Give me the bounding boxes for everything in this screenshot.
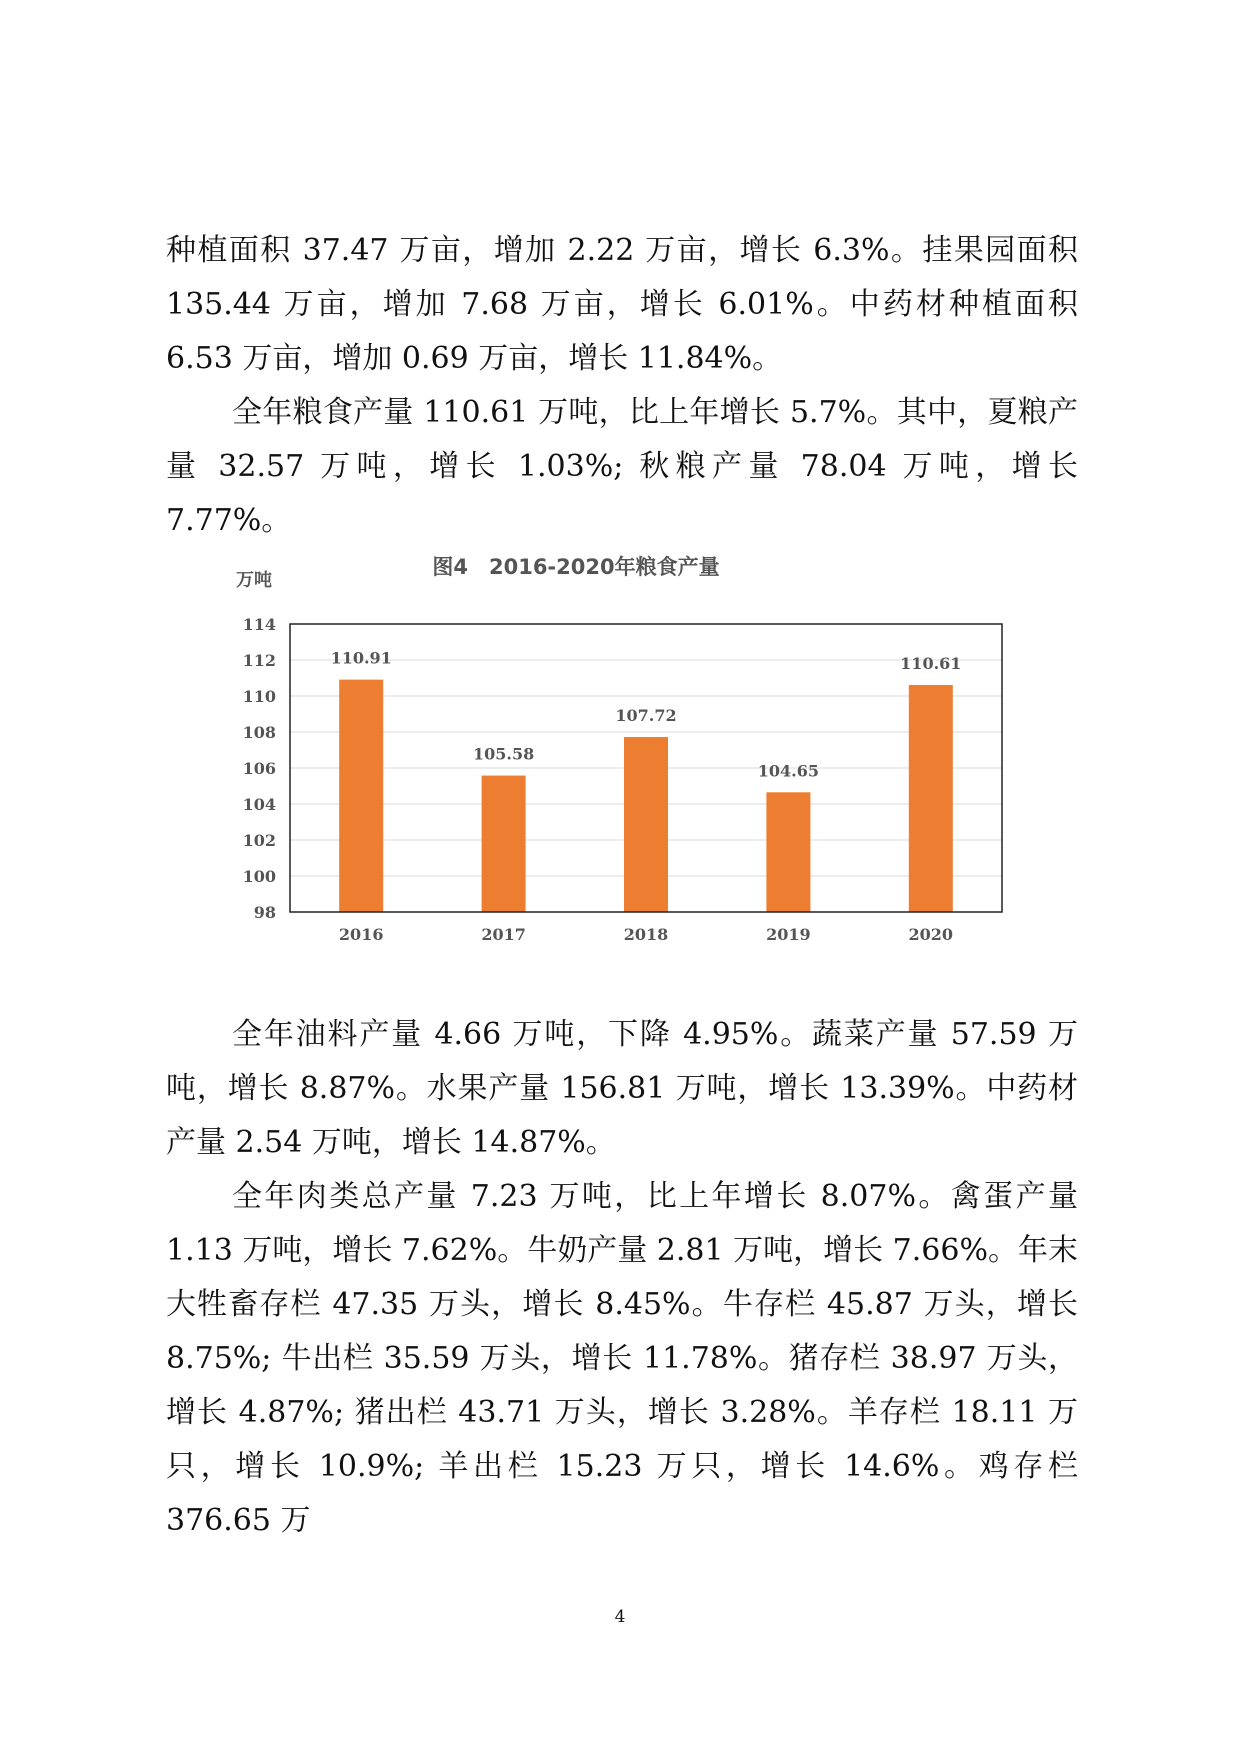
y-tick-label: 114	[242, 615, 276, 634]
x-tick-label: 2019	[766, 925, 811, 944]
chart-title: 图4 2016-2020年粮食产量	[432, 555, 720, 579]
x-tick-label: 2017	[481, 925, 526, 944]
paragraph-oil-vegetable-fruit: 全年油料产量 4.66 万吨，下降 4.95%。蔬菜产量 57.59 万吨，增长 8.87%。水果产量 156.81 万吨，增长 13.39%。中药材产量 2.54 万吨，增长 14.87%。	[166, 1017, 1078, 1160]
y-tick-label: 112	[242, 651, 276, 670]
y-tick-label: 104	[242, 795, 276, 814]
data-label-2020: 110.61	[900, 654, 962, 674]
x-tick-label: 2020	[908, 925, 954, 944]
paragraph-planting-area: 种植面积 37.47 万亩，增加 2.22 万亩，增长 6.3%。挂果园面积 135.44 万亩，增加 7.68 万亩，增长 6.01%。中药材种植面积 6.53 万亩，增加 0.69 万亩，增长 11.84%。	[166, 233, 1078, 376]
y-tick-label: 106	[242, 759, 276, 778]
data-label-2017: 105.58	[472, 744, 535, 764]
paragraph-grain-output: 全年粮食产量 110.61 万吨，比上年增长 5.7%。其中，夏粮产量 32.57 万吨，增长 1.03%; 秋粮产量 78.04 万吨，增长 7.77%。	[166, 395, 1078, 538]
bar-2020	[909, 685, 953, 912]
y-tick-label: 98	[253, 903, 276, 922]
x-tick-label: 2018	[623, 925, 669, 944]
y-tick-label: 100	[242, 867, 276, 886]
x-tick-label: 2016	[338, 925, 384, 944]
bar-2016	[339, 680, 383, 912]
data-label-2016: 110.91	[330, 648, 392, 668]
data-label-2019: 104.65	[757, 761, 820, 781]
bar-2018	[624, 737, 668, 912]
y-axis-unit: 万吨	[236, 570, 272, 591]
y-tick-label: 102	[242, 831, 276, 850]
data-label-2018: 107.72	[615, 706, 677, 726]
y-tick-label: 110	[242, 687, 276, 706]
grain-output-chart	[230, 548, 1030, 958]
paragraph-meat-livestock: 全年肉类总产量 7.23 万吨，比上年增长 8.07%。禽蛋产量 1.13 万吨，增长 7.62%。牛奶产量 2.81 万吨，增长 7.66%。年末大牲畜存栏 47.35 万头，增长 8.45%。牛存栏 45.87 万头，增长 8.75%; 牛出栏 35.59 万头，增长 11.78%。猪存栏 38.97 万头，增长 4.87%; 猪出栏 43.71 万头，增长 3.28%。羊存栏 18.11 万只，增长 10.9%; 羊出栏 15.23 万只，增长 14.6%。鸡存栏 376.65 万	[166, 1179, 1078, 1538]
bar-2017	[482, 776, 526, 912]
y-tick-label: 108	[242, 723, 276, 742]
bar-2019	[766, 792, 810, 912]
page-number: 4	[614, 1607, 626, 1627]
